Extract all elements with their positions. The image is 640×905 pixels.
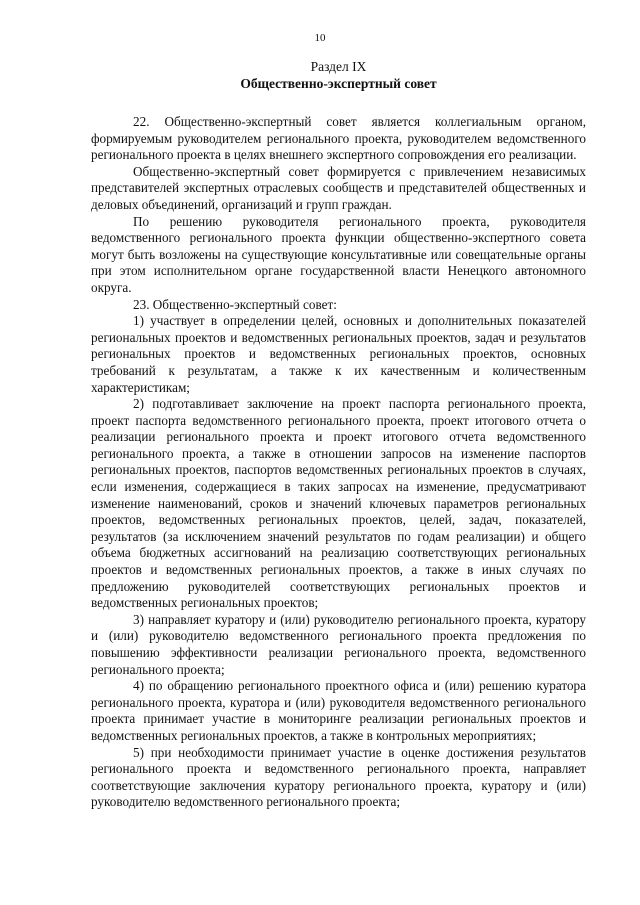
paragraph: По решению руководителя регионального проекта, руководителя ведомственного регионального проекта функции общественно-экспертного совета могут быть возложены на существующие консультативные или совещательные органы при этом исполнительном органе государственной власти Ненецкого автономного округа.: [91, 213, 586, 295]
section-label: Раздел IX: [310, 59, 367, 74]
paragraph: 5) при необходимости принимает участие в оценке достижения результатов регионального проекта и ведомственного регионального проекта, направляет соответствующие заключения куратору регионального проекта, куратору и (или) руководителю ведомственного регионального проекта;: [91, 744, 586, 810]
document-body: [91, 114, 586, 811]
page-number: 10: [314, 32, 326, 44]
paragraph: 1) участвует в определении целей, основных и дополнительных показателей региональных проектов и ведомственных региональных проектов, задач и результатов региональных проектов и ведомственных региональных проектов, основных требований к результатам, а также к их качественным и количественным характеристикам;: [91, 313, 586, 395]
paragraph: 22. Общественно-экспертный совет является коллегиальным органом, формируемым руководителем регионального проекта, руководителем ведомственного регионального проекта в целях внешнего экспертного сопровождения его реализации.: [91, 114, 586, 163]
paragraph: 3) направляет куратору и (или) руководителю регионального проекта, куратору и (или) руководителю ведомственного регионального проекта предложения по повышению эффективности реализации регионального проекта, ведомственного регионального проекта;: [91, 611, 586, 677]
section-title: Общественно-экспертный совет: [240, 76, 437, 91]
paragraph: 23. Общественно-экспертный совет:: [133, 296, 337, 312]
paragraph: 2) подготавливает заключение на проект паспорта регионального проекта, проект паспорта ведомственного регионального проекта, проект итогового отчета о реализации регионального проекта и проект итогового отчета ведомственного регионального проекта, а также в отношении запросов на изменение паспортов региональных проектов, паспортов ведомственных региональных проектов в случаях, если изменения, содержащиеся в таких запросах на изменение, предусматривают изменение наименований, сроков и значений ключевых параметров региональных проектов, ведомственных региональных проектов, целей, задач, показателей, результатов (за исключением значений результатов по годам реализации) и общего объема бюджетных ассигнований на реализацию соответствующих региональных проектов и ведомственных региональных проектов, а также в иных случаях по предложению руководителей соответствующих региональных проектов и ведомственных региональных проектов;: [91, 396, 586, 611]
paragraph: 4) по обращению регионального проектного офиса и (или) решению куратора регионального проекта, куратора и (или) руководителя ведомственного регионального проекта принимает участие в мониторинге реализации региональных проектов и ведомственных региональных проектов, а также в контрольных мероприятиях;: [91, 678, 586, 743]
section-header: [91, 58, 586, 92]
paragraph: Общественно-экспертный совет формируется с привлечением независимых представителей экспертных отраслевых сообществ и представителей общественных и деловых объединений, организаций и групп граждан.: [91, 163, 586, 212]
